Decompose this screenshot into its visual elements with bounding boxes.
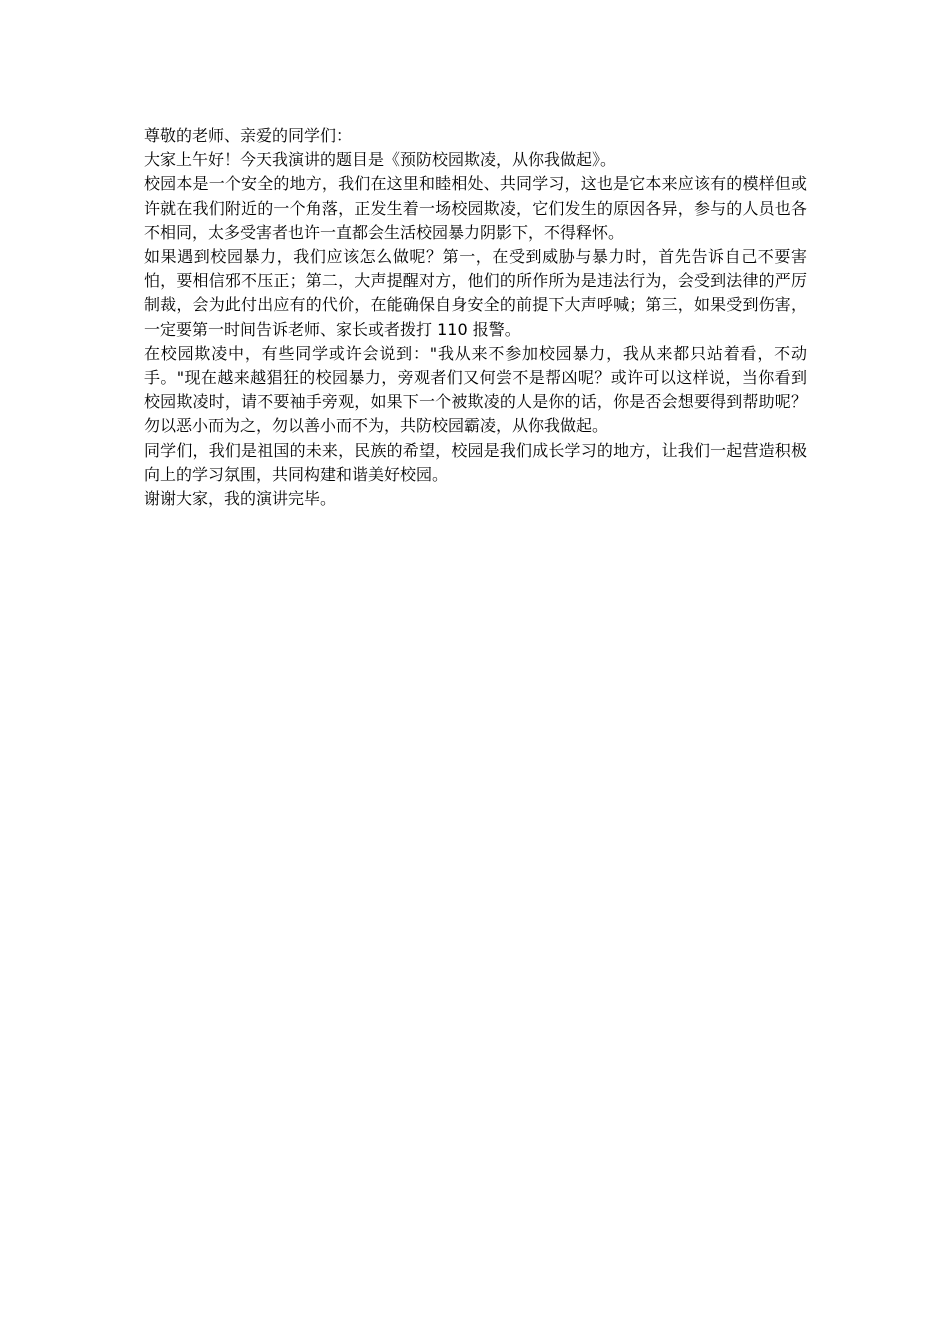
paragraph-campus-safety: 校园本是一个安全的地方，我们在这里和睦相处、共同学习，这也是它本来应该有的模样但或许就在我们附近的一个角落，正发生着一场校园欺凌，它们发生的原因各异，参与的人员也各不相同，太多受害者也许一直都会生活校园暴力阴影下，不得释怀。	[144, 174, 807, 242]
paragraph-what-to-do: 如果遇到校园暴力，我们应该怎么做呢？第一，在受到威胁与暴力时，首先告诉自己不要害怕，要相信邪不压正；第二，大声提醒对方，他们的所作所为是违法行为，会受到法律的严厉制裁，会为此付出应有的代价，在能确保自身安全的前提下大声呼喊；第三，如果受到伤害，一定要第一时间告诉老师、家长或者拨打 110 报警。	[144, 247, 807, 339]
greeting-line: 尊敬的老师、亲爱的同学们：	[144, 126, 353, 145]
paragraph-bystanders: 在校园欺凌中，有些同学或许会说到："我从来不参加校园暴力，我从来都只站着看，不动手。"现在越来越猖狂的校园暴力，旁观者们又何尝不是帮凶呢？或许可以这样说，当你看到校园欺凌时，请不要袖手旁观，如果下一个被欺凌的人是你的话，你是否会想要得到帮助呢？勿以恶小而为之，勿以善小而不为，共防校园霸凌，从你我做起。	[144, 343, 807, 436]
speech-body	[144, 124, 807, 511]
paragraph-conclusion: 同学们，我们是祖国的未来，民族的希望，校园是我们成长学习的地方，让我们一起营造积极向上的学习氛围，共同构建和谐美好校园。	[144, 440, 807, 484]
closing-line: 谢谢大家，我的演讲完毕。	[144, 489, 337, 509]
opening-line: 大家上午好！今天我演讲的题目是《预防校园欺凌，从你我做起》。	[144, 150, 617, 170]
